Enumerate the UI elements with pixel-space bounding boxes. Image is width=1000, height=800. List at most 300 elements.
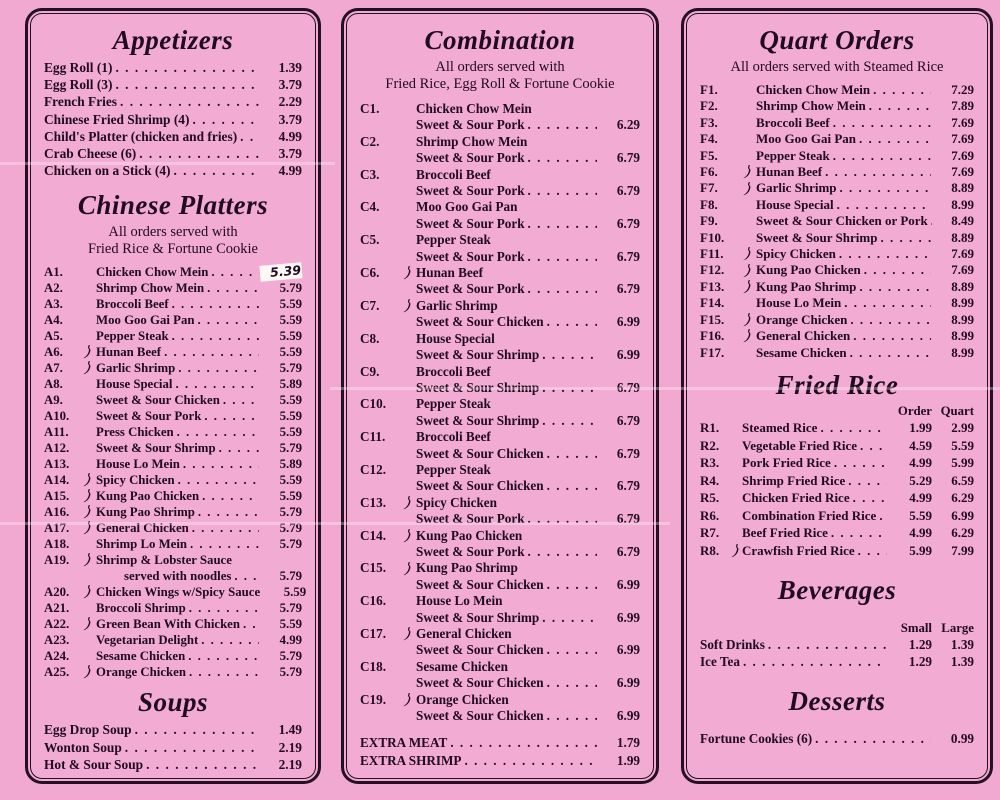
dot-leader [219,440,259,456]
item-name-line2: Sweet & Sour Shrimp [416,379,540,395]
item-name: Ice Tea [700,654,740,670]
menu-item-line2 [360,347,640,363]
menu-item [360,167,640,200]
item-price: 5.59 [279,313,302,328]
menu-item [44,145,302,162]
item-price: 6.29 [616,117,640,133]
menu-item-line [44,584,307,600]
item-name: Kung Pao Shrimp [756,278,857,294]
item-price: 5.79 [279,569,302,584]
item-code: F12. [700,262,725,278]
menu-item-line2 [360,446,640,462]
item-price: 7.69 [951,262,974,278]
menu-item-line2 [360,610,640,626]
item-code: F16. [700,328,725,344]
item-price: 5.89 [279,377,302,392]
menu-item-line1 [360,528,640,544]
menu-item [44,59,302,76]
item-name-line1: House Special [416,330,495,346]
menu-item [360,396,640,429]
dot-leader [125,739,259,756]
menu-item [700,180,974,196]
menu-item-line1 [360,265,640,281]
menu-item [360,265,640,298]
dot-leader [120,93,259,110]
item-code: C5. [360,232,380,248]
menu-item-line1 [360,462,640,478]
dot-leader [542,380,597,396]
menu-item-line [44,664,302,680]
dot-leader [869,98,931,114]
item-price: 5.59 [279,489,302,504]
item-code: C9. [360,363,380,379]
chili-pepper-icon [82,361,96,375]
menu-item [700,131,974,147]
menu-item [360,199,640,232]
item-price-large: 1.39 [950,654,974,670]
menu-item-line2 [360,413,640,429]
item-name: Soft Drinks [700,636,765,652]
menu-item-line2 [360,544,640,560]
item-name: EXTRA MEAT [360,735,448,751]
item-name: Egg Drop Soup [44,722,132,738]
item-code: A21. [44,601,70,616]
menu-item [700,507,974,525]
item-code: R2. [700,437,720,453]
section-title-chinese-platters: Chinese Platters [77,190,269,221]
item-name-line2: served with noodles [124,569,232,584]
item-price: 2.19 [278,757,302,773]
dot-leader [172,328,259,344]
quart-list [700,82,974,361]
menu-item [700,246,974,262]
item-code: A6. [44,345,63,360]
dot-leader [853,489,887,507]
item-name: Hunan Beef [96,345,162,360]
item-name-line1: Hunan Beef [416,265,484,281]
chili-pepper-icon [742,264,756,278]
menu-item [44,296,302,312]
menu-item-line2 [360,511,640,527]
menu-item [700,164,974,180]
item-price: 8.99 [951,196,974,212]
menu-item [700,542,974,560]
dot-leader [831,524,887,542]
item-code: R5. [700,490,720,506]
item-code: C17. [360,626,387,641]
fried-rice-list [700,419,974,560]
item-price: 5.59 [279,329,302,344]
item-code: A9. [44,393,63,408]
item-name-line1: Broccoli Beef [416,429,491,445]
combination-subtitle-1: All orders served with [435,59,565,75]
chili-pepper-icon [82,505,96,519]
dot-leader [880,230,931,246]
menu-item-line [44,488,302,504]
menu-item [360,528,640,561]
menu-item [700,636,974,654]
item-name: Hot & Sour Soup [44,757,144,773]
item-code: A16. [44,505,70,520]
menu-item [700,148,974,164]
dot-leader [542,413,597,429]
appetizers-list [44,59,302,179]
section-title-desserts: Desserts [788,685,886,716]
dot-leader [542,610,597,626]
menu-item [360,593,640,626]
item-code: C12. [360,461,387,477]
chili-pepper-icon [82,585,96,599]
item-code: A10. [44,409,70,424]
chili-pepper-icon [742,165,756,179]
menu-item [44,162,302,179]
item-code: A8. [44,377,63,392]
item-code: R6. [700,507,720,523]
platters-subtitle-1: All orders served with [108,224,238,241]
item-code: A15. [44,489,70,504]
item-price: 7.89 [951,98,974,114]
item-price-quart: 5.99 [951,455,974,471]
item-price: 7.69 [951,246,974,262]
item-code: F1. [700,82,718,97]
item-price: 5.79 [279,649,302,664]
item-code: A23. [44,633,70,648]
item-price: 1.39 [278,60,302,75]
menu-item [44,721,302,738]
item-price-order: 5.29 [909,472,932,488]
item-name: French Fries [44,94,118,110]
item-code: A4. [44,313,63,328]
item-price: 6.99 [616,314,640,330]
item-code: F17. [700,344,725,360]
chili-pepper-icon [402,627,416,641]
item-price: 5.79 [279,441,302,456]
dot-leader [207,280,259,296]
panel-left-inner [30,13,316,779]
menu-item-line1 [360,298,640,314]
item-price: 5.79 [279,361,302,376]
dot-leader [189,600,259,616]
menu-item [44,111,302,128]
section-title-combination: Combination [424,25,576,55]
item-code: A25. [44,665,70,680]
chili-pepper-icon [742,182,756,196]
item-name-line2: Sweet & Sour Shrimp [416,609,540,625]
menu-item [700,279,974,295]
item-price-quart: 5.59 [951,437,974,453]
col-header-large: Large [941,620,974,635]
dot-leader [115,76,259,93]
menu-item [44,504,302,520]
item-name: Sweet & Sour Shrimp [756,229,878,245]
item-price: 8.49 [951,213,974,229]
item-name: Kung Pao Chicken [756,262,861,278]
section-title-fried-rice: Fried Rice [775,369,899,400]
dot-leader [192,111,259,128]
menu-item-line1 [360,331,640,347]
item-code: A5. [44,329,63,344]
menu-item [44,739,302,756]
panel-right [681,8,993,784]
dot-leader [164,344,259,360]
item-name-line2: Sweet & Sour Pork [416,117,525,133]
item-price: 6.99 [616,708,640,724]
item-price: 5.79 [279,521,302,536]
item-name-line2: Sweet & Sour Pork [416,248,525,264]
menu-item-line1 [360,659,640,675]
chili-pepper-icon [742,247,756,261]
item-name: Combination Fried Rice [742,507,877,523]
dot-leader [135,721,259,738]
item-code: C3. [360,166,380,182]
menu-item [360,298,640,331]
menu-item-line2 [360,577,640,593]
item-price: 6.79 [616,215,640,231]
menu-item [360,495,640,528]
item-price-order: 4.99 [909,490,932,506]
soups-list [44,721,302,773]
menu-item [700,524,974,542]
item-code: C2. [360,133,380,149]
item-name: Green Bean With Chicken [96,617,240,632]
menu-item-line [44,392,302,408]
item-code: R8. [700,543,720,559]
item-price: 1.99 [616,752,640,768]
menu-item-line [44,520,302,536]
dot-leader [833,115,931,131]
dot-leader [879,507,887,525]
menu-item-line [44,376,302,392]
dot-leader [197,312,259,328]
item-name: Shrimp Chow Mein [756,98,866,114]
item-code: F8. [700,196,718,212]
menu-item-line2 [360,708,640,724]
dot-leader [768,636,887,654]
item-code: C19. [360,691,387,707]
item-name: Sweet & Sour Chicken or Pork [756,213,928,229]
item-code: F6. [700,164,718,180]
menu-item-line2 [360,675,640,691]
item-price: 8.89 [951,180,974,196]
item-name-line2: Sweet & Sour Chicken [416,478,544,494]
menu-item [44,456,302,472]
item-name: Wonton Soup [44,739,122,755]
dot-leader [815,730,931,748]
menu-item [44,312,302,328]
item-price: 6.99 [616,576,640,592]
col-header-small: Small [900,620,932,635]
menu-item-line [44,632,302,648]
menu-item [44,616,302,632]
item-code: A22. [44,617,70,632]
item-name: Chinese Fried Shrimp (4) [44,111,190,127]
menu-item-line [44,424,302,440]
panel-right-inner [686,13,988,779]
menu-item [700,454,974,472]
dot-leader [183,456,259,472]
item-name-line2: Sweet & Sour Chicken [416,445,544,461]
item-name: Kung Pao Chicken [96,489,200,504]
item-price: 5.59 [279,393,302,408]
menu-item [700,197,974,213]
dot-leader [547,446,597,462]
menu-item [44,376,302,392]
dot-leader [853,328,931,344]
item-price: 6.79 [616,445,640,461]
dot-leader [528,117,597,133]
item-name-line1: Sesame Chicken [416,658,508,674]
section-title-soups: Soups [137,687,209,718]
item-name-line1: Pepper Steak [416,232,491,248]
menu-item-line [44,536,302,552]
menu-item-line [44,648,302,664]
dot-leader [834,454,887,472]
item-price: 1.49 [278,722,302,738]
dot-leader [859,131,931,147]
menu-item-line [44,312,302,328]
item-code: C1. [360,101,380,116]
dot-leader [172,296,259,312]
menu-item [700,82,974,98]
item-name: General Chicken [96,521,189,536]
menu-item [700,730,974,748]
menu-item [44,76,302,93]
item-code: R7. [700,525,720,541]
menu-item [360,331,640,364]
dot-leader [547,675,597,691]
menu-item [700,472,974,490]
item-code: A11. [44,425,69,440]
item-name-line2: Sweet & Sour Pork [416,183,525,199]
item-price: 4.99 [278,128,302,144]
dot-leader [177,424,259,440]
item-code: A7. [44,361,63,376]
menu-item [700,653,974,671]
item-price-quart: 6.29 [951,525,974,541]
menu-item [44,664,302,680]
menu-item [44,280,302,296]
menu-item [360,462,640,495]
item-name: Chicken Fried Rice [742,490,850,506]
item-name-line1: Shrimp Chow Mein [416,133,528,149]
menu-item [44,128,302,145]
item-code: F7. [700,180,718,196]
menu-item [700,437,974,455]
fried-rice-column-headers [700,404,974,419]
menu-item [360,429,640,462]
panel-middle [341,8,659,784]
dot-leader [528,511,597,527]
dot-leader [839,246,931,262]
item-name: Press Chicken [96,425,174,440]
item-name: Vegetable Fried Rice [742,437,858,453]
item-code: A14. [44,473,70,488]
chili-pepper-icon [402,529,416,543]
item-price: 5.59 [279,473,302,488]
menu-item [44,344,302,360]
item-code: A3. [44,297,63,312]
dot-leader [547,577,597,593]
menu-item-line2 [44,568,302,584]
item-price: 6.99 [616,675,640,691]
menu-item [44,360,302,376]
item-price-order: 4.59 [909,437,932,453]
item-name: Sweet & Sour Chicken [96,393,220,408]
dot-leader [139,145,259,162]
menu-item [44,520,302,536]
item-code: A18. [44,537,70,552]
menu-item-line [44,440,302,456]
dot-leader [850,312,931,328]
dot-leader [240,128,259,145]
item-name-line1: Pepper Steak [416,461,491,477]
item-price-small: 1.29 [908,654,932,670]
item-name-line2: Sweet & Sour Pork [416,215,525,231]
menu-item [700,328,974,344]
menu-item-line [44,280,302,296]
menu-item-line [44,600,302,616]
item-price: 6.99 [616,347,640,363]
item-code: C13. [360,494,387,510]
item-name-line1: Kung Pao Shrimp [416,560,518,576]
item-name: Broccoli Beef [96,297,169,312]
item-name: Chicken Chow Mein [756,82,871,97]
dot-leader [528,249,597,265]
item-name: Sweet & Sour Pork [96,409,202,424]
chili-pepper-icon [82,473,96,487]
item-price: 4.99 [278,163,302,179]
menu-item [360,692,640,725]
item-price: 2.29 [278,94,302,110]
item-price-order: 5.59 [909,507,932,523]
menu-item-line2 [360,249,640,265]
menu-item-line [44,408,302,424]
dot-leader [189,664,259,680]
item-name: Moo Goo Gai Pan [756,131,857,147]
menu-item-line2 [360,117,640,133]
dot-leader [528,183,597,199]
item-name: Moo Goo Gai Pan [96,313,195,328]
menu-item [44,440,302,456]
menu-item [360,560,640,593]
item-name: Crab Cheese (6) [44,146,137,162]
item-price: 2.19 [278,739,302,755]
item-price: 3.79 [278,77,302,93]
dot-leader [223,392,259,408]
panel-left [25,8,321,784]
item-code: C4. [360,199,380,215]
menu-item [700,489,974,507]
item-price: 5.79 [279,665,302,680]
item-price-quart: 6.59 [951,472,974,488]
item-name: Shrimp & Lobster Sauce [96,553,232,568]
platters-subtitle-2: Fried Rice & Fortune Cookie [88,241,258,258]
item-name-line1: Broccoli Beef [416,363,491,379]
menu-item [44,552,302,584]
item-name-line1: Spicy Chicken [416,494,497,510]
menu-item [360,626,640,659]
item-code: A19. [44,553,70,568]
item-code: A24. [44,649,70,664]
item-price: 5.39 [259,263,302,283]
chili-pepper-icon [402,266,416,280]
menu-item [44,408,302,424]
menu-item-line [44,472,302,488]
item-code: C15. [360,560,387,576]
item-price: 7.69 [951,131,974,147]
menu-item-line1 [360,560,640,576]
item-name: Child's Platter (chicken and fries) [44,128,238,144]
